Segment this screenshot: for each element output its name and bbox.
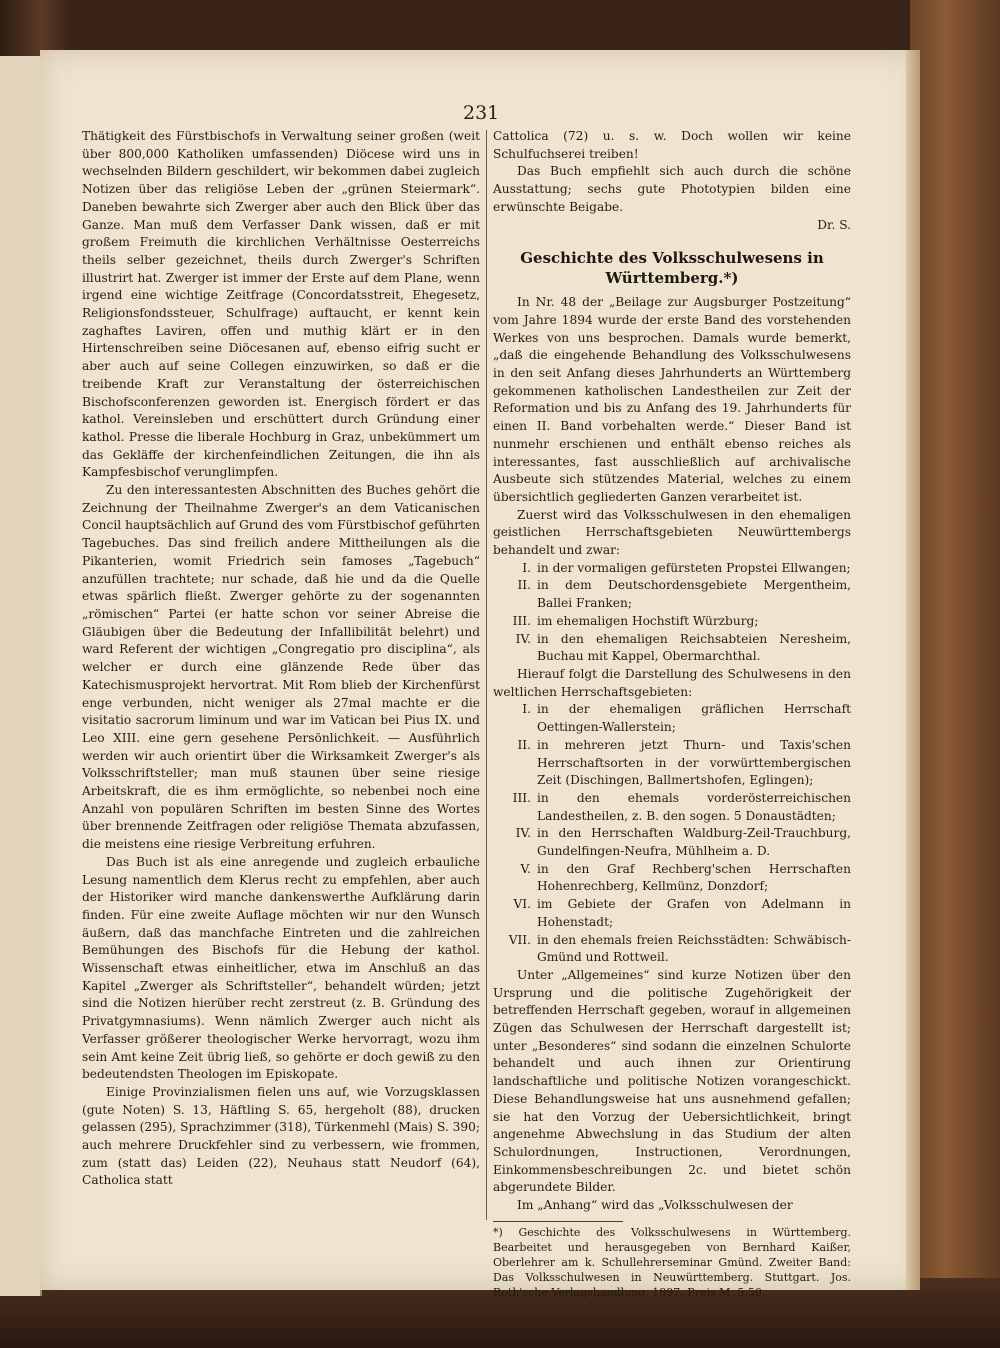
paragraph: Unter „Allgemeines“ sind kurze Notizen über den Ursprung und die politische Zugehörigkeit der betreffenden Herrschaft gegeben, worauf in allgemeinen Zügen das Schulwesen der Herrschaft dargestellt ist; unter „Besonderes“ sind sodann die einzelnen Schulorte behandelt und auch ihnen zur Orientirung landschaftliche und politische Notizen vorangeschickt. Diese Behandlungsweise hat uns ausnehmend gefallen; sie hat den Vorzug der Uebersichtlichkeit, bringt angenehme Abwechslung in das Studium der alten Schulordnungen, Instructionen, Verordnungen, Einkommensbeschreibungen 2c. und bietet schön abgerundete Bilder. <box>493 967 851 1195</box>
paragraph: Thätigkeit des Fürstbischofs in Verwaltung seiner großen (weit über 800,000 Katholiken umfassenden) Diöcese wird uns in wechselnden Bildern geschildert, wir bekommen dabei zugleich Notizen über das religiöse Leben der „grünen Steiermark“. Daneben bewahrte sich Zwerger aber auch den Blick über das Ganze. Man muß dem Verfasser Dank wissen, daß er mit großem Freimuth die kirchlichen Verhältnisse Oesterreichs theils selber gezeichnet, theils durch Zwerger's Schriften illustrirt hat. Zwerger ist immer der Erste auf dem Plane, wenn irgend eine wichtige Zeitfrage (Concordatsstreit, Ehegesetz, Religionsfondssteuer, Schulfrage) auftaucht, er kennt kein zaghaftes Laviren, offen und muthig klärt er in den Hirtenschreiben seine Diöcesanen auf, ebenso eifrig sucht er aber auch auf seine Collegen einzuwirken, so daß er die treibende Kraft zur Veranstaltung der österreichischen Bischofsconferenzen geworden ist. Energisch fördert er das kathol. Vereinsleben und erschüttert durch Gründung einer kathol. Presse die liberale Hochburg in Graz, unbekümmert um das Gekläffe der kirchenfeindlichen Zeitungen, die ihn als Kampfesbischof verunglimpfen. <box>82 129 480 480</box>
page-edge-shadow <box>906 50 920 1290</box>
review-signature: Dr. S. <box>817 217 851 232</box>
list-item: V. in den Graf Rechberg'schen Herrschaften Hohenrechberg, Kellmünz, Donzdorf; <box>520 861 851 894</box>
list-item: II. in mehreren jetzt Thurn- und Taxis'schen Herrschaftsorten in der vorwürttembergischen Zeit (Dischingen, Ballmertshofen, Eglingen); <box>517 737 851 788</box>
list-item: VII. in den ehemals freien Reichsstädten: Schwäbisch-Gmünd und Rottweil. <box>508 932 851 965</box>
list-item: II. in dem Deutschordensgebiete Mergentheim, Ballei Franken; <box>517 578 851 611</box>
paragraph: Hierauf folgt die Darstellung des Schulwesens in den weltlichen Herrschaftsgebieten: <box>493 666 851 699</box>
list-item: VI. im Gebiete der Grafen von Adelmann in Hohenstadt; <box>513 897 851 929</box>
secular-territories-list <box>493 701 851 967</box>
ecclesiastical-territories-list <box>493 560 851 666</box>
column-divider <box>486 130 487 1220</box>
previous-page-edge <box>0 56 42 1296</box>
list-item: III. in den ehemals vorderösterreichischen Landestheilen, z. B. den sogen. 5 Donaustädten; <box>512 790 851 823</box>
signature-line <box>493 217 851 235</box>
paragraph: Das Buch ist als eine anregende und zugleich erbauliche Lesung namentlich dem Klerus recht zu empfehlen, aber auch der Historiker wird manche dankenswerthe Aufklärung darin finden. Für eine zweite Auflage möchten wir nur den Wunsch äußern, daß das manchfache Eintreten und die zahlreichen Bemühungen des Bischofs für die Hebung der kathol. Wissenschaft etwas einheitlicher, etwa im Anschluß an das Kapitel „Zwerger als Schriftsteller“, behandelt würden; jetzt sind die Notizen hierüber recht zerstreut (z. B. Gründung des Privatgymnasiums). Wenn nämlich Zwerger auch nicht als Verfasser größerer theologischer Werke hervorragt, wozu ihm sein Amt keine Zeit übrig ließ, so gehörte er doch gewiß zu den bedeutendsten Theologen im Episkopate. <box>82 854 480 1082</box>
footnote-rule <box>493 1221 623 1222</box>
paragraph: Cattolica (72) u. s. w. Doch wollen wir keine Schulfuchserei treiben! <box>493 129 851 161</box>
page-number: 231 <box>463 102 500 124</box>
paragraph: In Nr. 48 der „Beilage zur Augsburger Postzeitung“ vom Jahre 1894 wurde der erste Band des vorstehenden Werkes von uns besprochen. Damals wurde bemerkt, „daß die eingehende Behandlung des Volksschulwesens in den seit Anfang dieses Jahrhunderts an Württemberg gekommenen katholischen Landestheilen zur Zeit der Reformation und bis zu Anfang des 19. Jahrhunderts für einen II. Band vorbehalten werde.“ Dieser Band ist nunmehr erschienen und enthält ebenso reiches als interessantes, fast ausschließlich auf archivalische Ausbeute sich stützendes Material, welches zu einem übersichtlich gegliederten Ganzen verarbeitet ist. <box>493 295 851 504</box>
footnote: *) Geschichte des Volksschulwesens in Württemberg. Bearbeitet und herausgegeben von Bernhard Kaißer, Oberlehrer am k. Schullehrerseminar Gmünd. Zweiter Band: Das Volksschulwesen in Neuwürttemberg. Stuttgart. Jos. Roth'sche Verlagshandlung. 1897. Preis M. 5,50. <box>493 1225 851 1299</box>
left-column <box>82 128 480 1190</box>
list-item: I. in der vormaligen gefürsteten Propstei Ellwangen; <box>522 560 851 575</box>
section-heading: Geschichte des Volksschulwesens in Württemberg.*) <box>520 249 824 288</box>
book-page <box>40 50 920 1299</box>
paragraph: Im „Anhang“ wird das „Volksschulwesen der <box>517 1198 793 1213</box>
list-item: IV. in den ehemaligen Reichsabteien Neresheim, Buchau mit Kappel, Obermarchthal. <box>515 631 851 664</box>
right-column <box>493 128 851 1300</box>
book-cover-right <box>910 0 1000 1348</box>
list-item: I. in der ehemaligen gräflichen Herrschaft Oettingen-Wallerstein; <box>522 702 851 735</box>
paragraph: Zuerst wird das Volksschulwesen in den ehemaligen geistlichen Herrschaftsgebieten Neuwürttembergs behandelt und zwar: <box>493 507 851 558</box>
list-item: IV. in den Herrschaften Waldburg-Zeil-Trauchburg, Gundelfingen-Neufra, Mühlheim a. D. <box>515 826 851 859</box>
paragraph: Zu den interessantesten Abschnitten des Buches gehört die Zeichnung der Theilnahme Zwerger's an dem Vaticanischen Concil hauptsächlich auf Grund des vom Fürstbischof geführten Tagebuches. Das sind freilich andere Mittheilungen als die Pikanterien, womit Friedrich sein famoses „Tagebuch“ anzufüllen trachtete; nur schade, daß hie und da die Quelle etwas spärlich fließt. Zwerger gehörte zu der sogenannten „römischen“ Partei (er hatte schon vor seiner Abreise die Gläubigen über die Bedeutung der Infallibilität belehrt) und ward Referent der wichtigen „Congregatio pro disciplina“, als welcher er durch eine glänzende Rede über das Katechismusprojekt hervortrat. Mit Rom blieb der Kirchenfürst enge verbunden, nicht weniger als 27mal machte er die visitatio sacrorum liminum und war im Vatican bei Pius IX. und Leo XIII. eine gern gesehene Persönlichkeit. — Ausführlich werden wir auch orientirt über die Wirksamkeit Zwerger's als Volksschriftsteller; man muß staunen über seine riesige Arbeitskraft, die es ihm ermöglichte, so nebenbei noch eine Anzahl von populären Schriften im besten Sinne des Wortes über brennende Zeitfragen oder religiöse Themata abzufassen, die meistens eine riesige Verbreitung erfuhren. <box>82 483 480 852</box>
paragraph: Einige Provinzialismen fielen uns auf, wie Vorzugsklassen (gute Noten) S. 13, Häftling S. 65, hergeholt (88), drucken gelassen (295), Sprachzimmer (318), Türkenmehl (Mais) S. 390; auch mehrere Druckfehler sind zu verbessern, wie frommen, zum (statt das) Leiden (22), Neuhaus statt Neudorf (64), Catholica statt <box>82 1084 480 1188</box>
list-item: III. im ehemaligen Hochstift Würzburg; <box>512 613 759 628</box>
paragraph: Das Buch empfiehlt sich auch durch die schöne Ausstattung; sechs gute Phototypien bilden eine erwünschte Beigabe. <box>493 164 851 214</box>
